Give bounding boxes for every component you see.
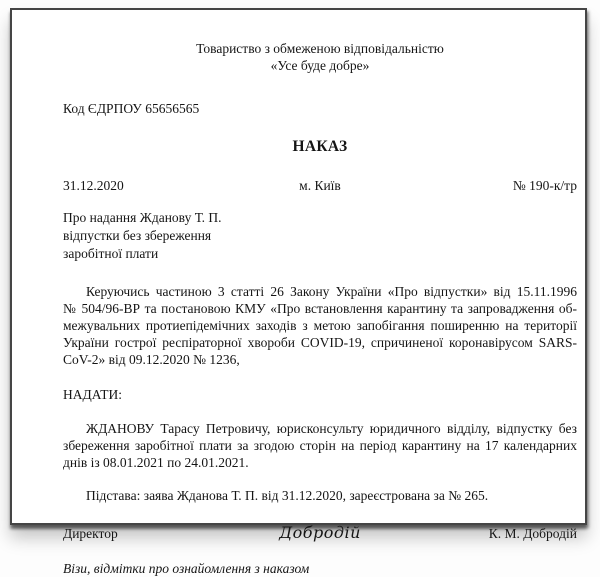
basis-line: Підстава: заява Жданова Т. П. від 31.12.2020, зареєстрована за № 265. — [86, 488, 489, 503]
document-number: № 190-к/тр — [512, 178, 577, 193]
preamble-line5: CoV-2» від 09.12.2020 № 1236, — [63, 352, 240, 367]
order-document-page — [10, 8, 587, 576]
org-name-line1: Товариство з обмеженою відповідальністю — [196, 41, 444, 56]
subject-line1: Про надання Жданову Т. П. — [63, 210, 222, 225]
subject-line3: заробітної плати — [63, 246, 159, 261]
signer-name: К. М. Добродій — [488, 526, 577, 541]
signer-position: Директор — [63, 526, 118, 541]
preamble-line2: № 504/96-ВР та постановою КМУ «Про встановлення карантину та запровадження об- — [63, 301, 577, 316]
preamble-line3: межувальних протиепідемічних заходів з метою запобігання поширенню на території — [63, 318, 577, 333]
document-city: м. Київ — [299, 178, 341, 193]
order-line2: збереження заробітної плати за згодою сторін на період карантину на 17 календарних — [63, 438, 577, 453]
order-line1: ЖДАНОВУ Тарасу Петровичу, юрисконсульту юридичного відділу, відпустку без — [86, 421, 577, 436]
document-title: НАКАЗ — [292, 138, 348, 155]
visas-note: Візи, відмітки про ознайомлення з наказом — [63, 561, 310, 576]
org-name — [63, 40, 577, 74]
preamble-paragraph — [63, 283, 577, 368]
edrpou-code: Код ЄДРПОУ 65656565 — [63, 101, 200, 116]
org-name-line2: «Усе буде добре» — [270, 58, 370, 73]
subject-block — [63, 209, 577, 263]
order-heading: НАДАТИ: — [63, 387, 123, 402]
document-date: 31.12.2020 — [63, 178, 124, 193]
subject-line2: відпустки без збереження — [63, 228, 212, 243]
meta-row — [63, 177, 577, 194]
order-line3: днів із 08.01.2021 по 24.01.2021. — [63, 455, 249, 470]
signature-autograph: Добродій — [279, 523, 361, 542]
signature-row — [63, 524, 577, 542]
order-paragraph — [63, 420, 577, 471]
preamble-line4: України гострої респіраторної хвороби COVID-19, спричиненої коронавірусом SARS- — [63, 335, 577, 350]
preamble-line1: Керуючись частиною 3 статті 26 Закону України «Про відпустки» від 15.11.1996 — [86, 284, 577, 299]
